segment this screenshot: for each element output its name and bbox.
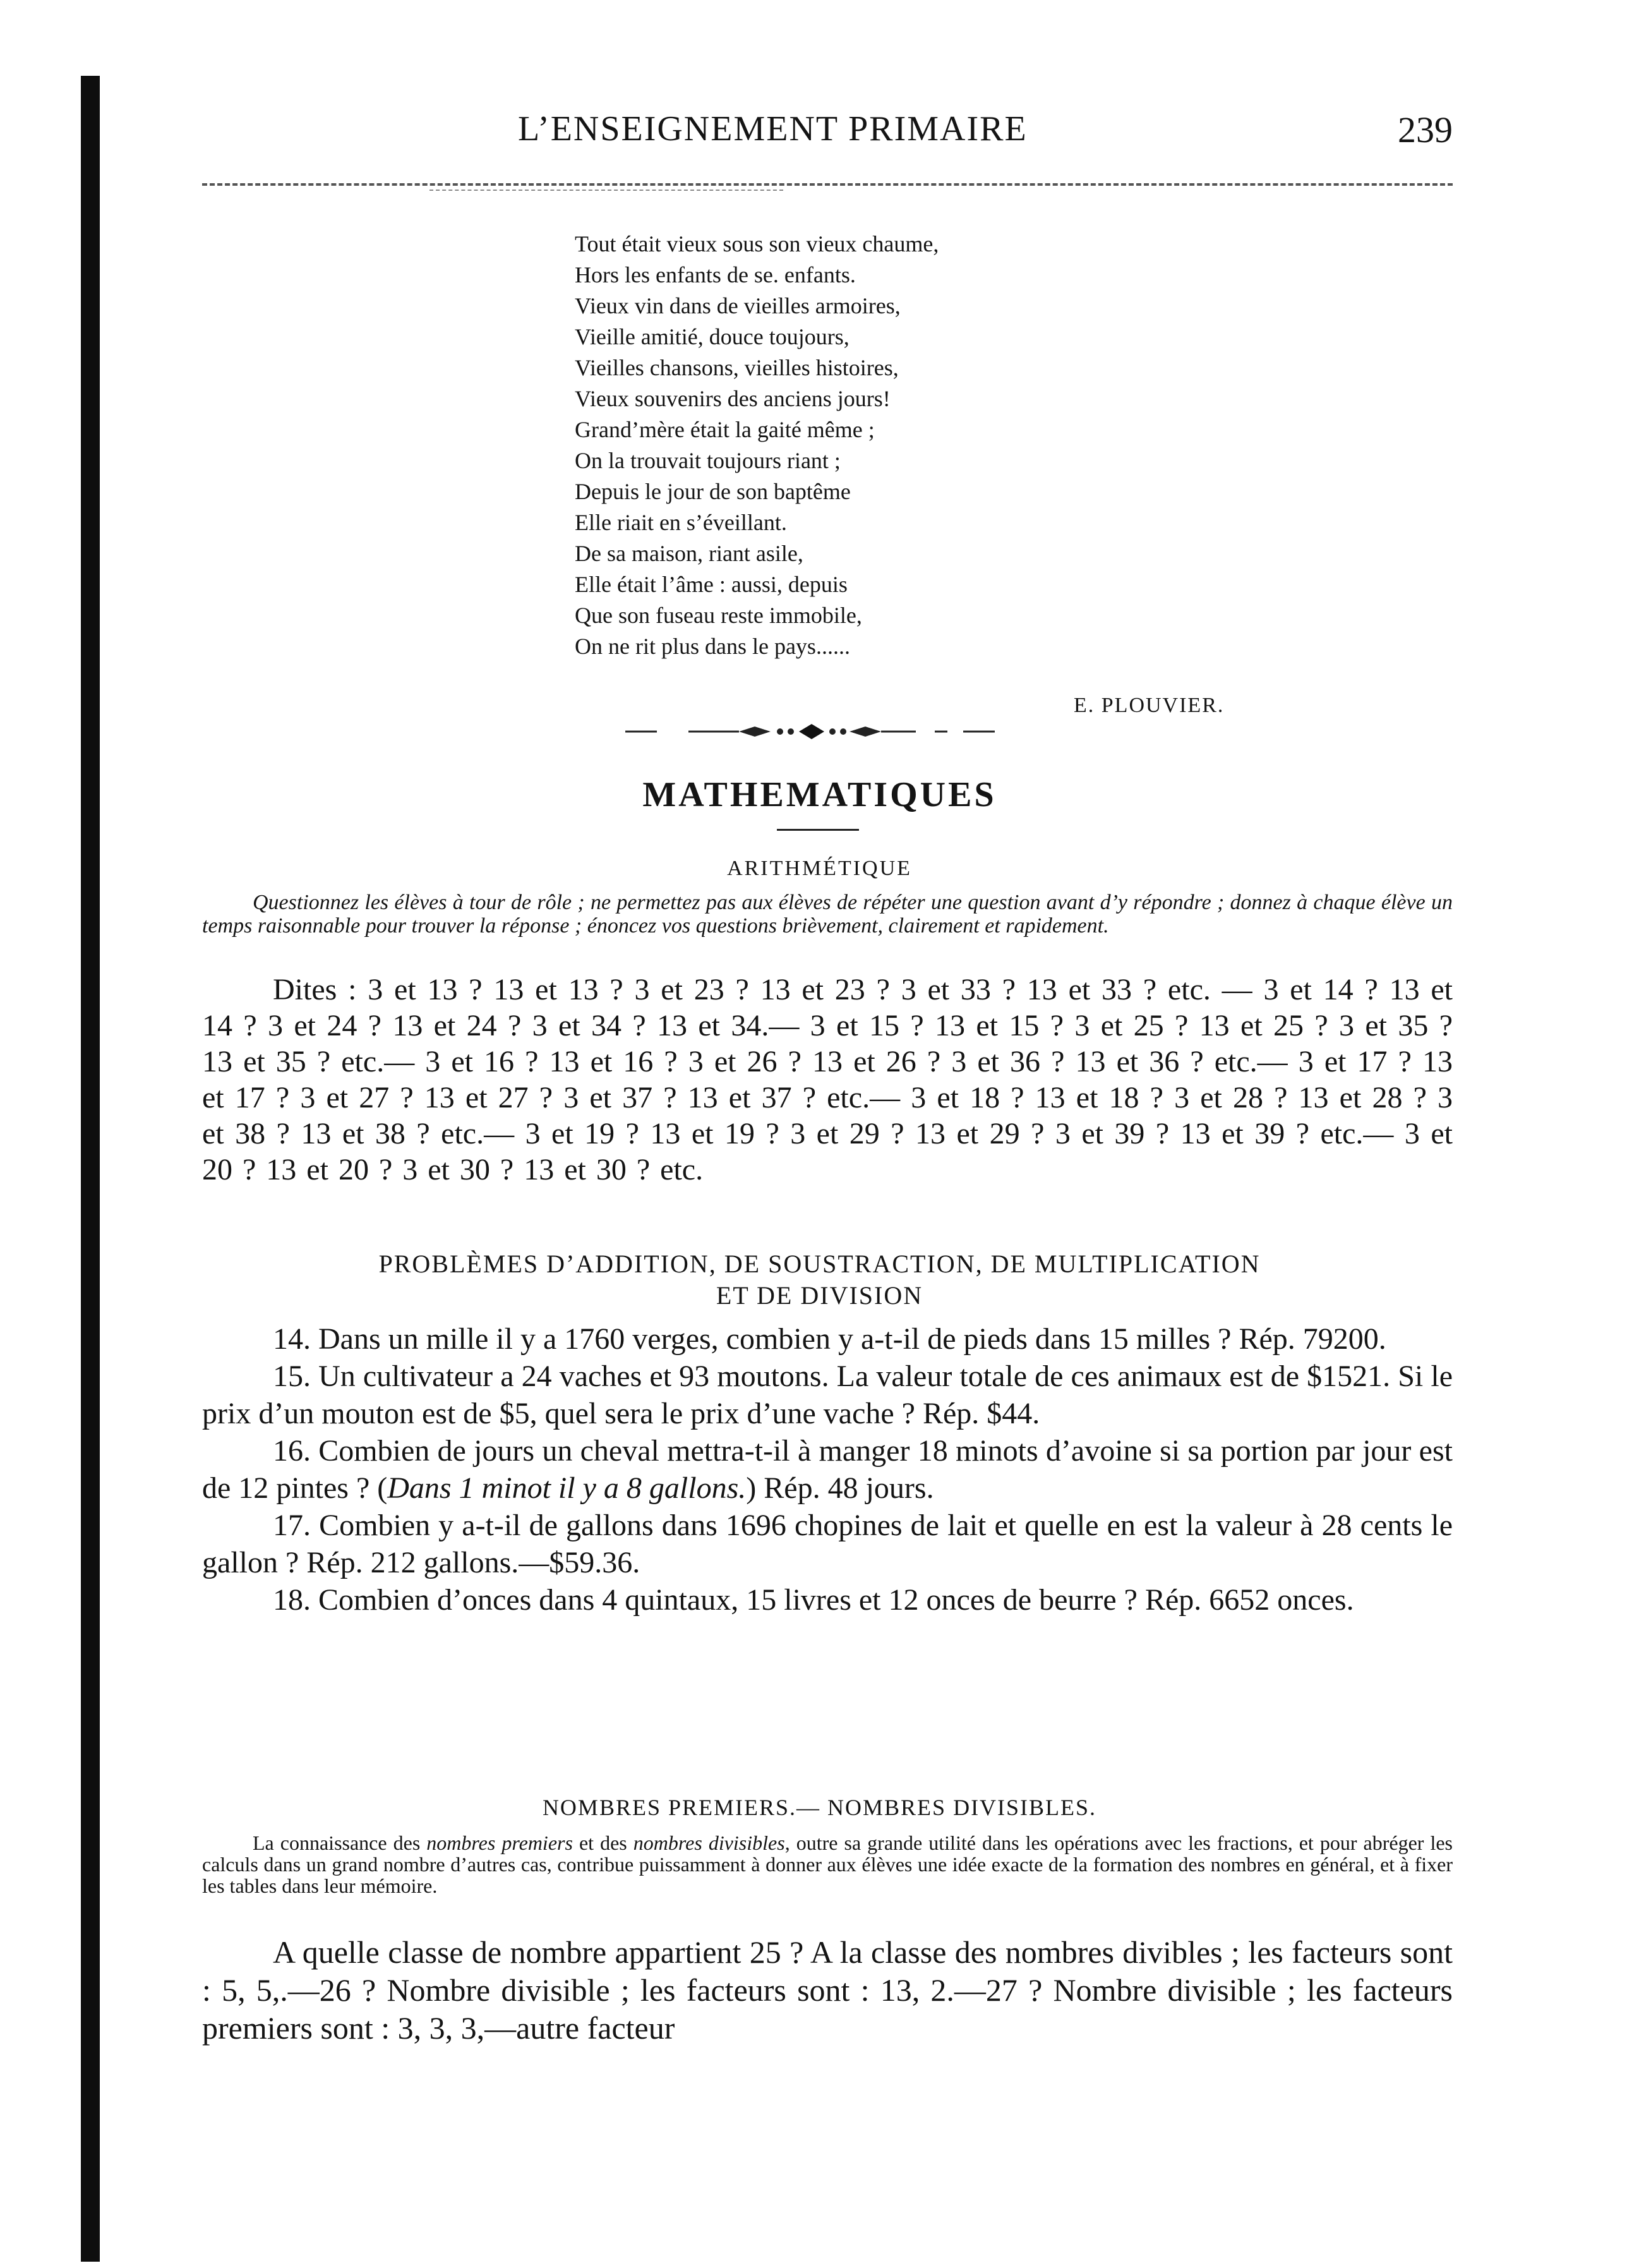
poem-line: Vieux vin dans de vieilles armoires, — [575, 293, 901, 318]
poem-line: Que son fuseau reste immobile, — [575, 603, 862, 628]
running-title: L’ENSEIGNEMENT PRIMAIRE — [518, 109, 1028, 148]
poem-line: Tout était vieux sous son vieux chaume, — [575, 231, 939, 256]
problem-16-answer: ) Rép. 48 jours. — [746, 1471, 934, 1505]
poem-line: Depuis le jour de son baptême — [575, 479, 851, 504]
page-header — [202, 109, 1453, 166]
problem-18: 18. Combien d’onces dans 4 quintaux, 15 livres et 12 onces de beurre ? Rép. 6652 onces. — [273, 1583, 1354, 1617]
binding-edge — [81, 76, 100, 2262]
poem-signature: E. PLOUVIER. — [1074, 694, 1225, 717]
problem-17: 17. Combien y a-t-il de gallons dans 1696 chopines de lait et quelle en est la valeur à 28 cents le gallon ? Rép. 212 gallons.—$59.36. — [202, 1509, 1453, 1579]
problem-16 — [202, 1432, 1453, 1507]
poem-line: De sa maison, riant asile, — [575, 541, 803, 566]
header-rule-secondary — [429, 190, 783, 191]
ornament-divider — [619, 719, 998, 744]
primes-note-text: , outre sa grande utilité dans les opérations avec les fractions, et pour abréger les calculs dans un grand nombre d’autres cas, contribue puissamment à donner aux élèves une idée exacte de la formation des nombres en général, et à fixer les tables dans leur mémoire. — [202, 1831, 1453, 1897]
problem-14: 14. Dans un mille il y a 1760 verges, combien y a-t-il de pieds dans 15 milles ? Rép. 79200. — [273, 1322, 1386, 1356]
primes-paragraph: A quelle classe de nombre appartient 25 ? A la classe des nombres divibles ; les facteurs sont : 5, 5,.—26 ? Nombre divisible ; les facteurs sont : 13, 2.—27 ? Nombre divisible ; les facteurs premiers sont : 3, 3, 3,—autre facteur — [202, 1934, 1453, 2046]
poem-line: Vieux souvenirs des anciens jours! — [575, 386, 891, 411]
poem — [575, 229, 1270, 662]
poem-line: Grand’mère était la gaité même ; — [575, 417, 875, 442]
poem-line: On la trouvait toujours riant ; — [575, 448, 841, 473]
problem-16-text: 16. Combien de jours un cheval mettra-t-il à manger 18 minots d’avoine si sa portion par jour est de 12 pintes ? ( — [202, 1434, 1453, 1505]
section-rule — [777, 829, 859, 831]
instructions-paragraph: Questionnez les élèves à tour de rôle ; ne permettez pas aux élèves de répéter une question avant d’y répondre ; donnez à chaque élève un temps raisonnable pour trouver la réponse ; énoncez vos questions brièvement, clairement et rapidement. — [202, 891, 1453, 938]
page-number: 239 — [1398, 109, 1453, 150]
primes-note — [202, 1832, 1453, 1897]
problem-15: 15. Un cultivateur a 24 vaches et 93 moutons. La valeur totale de ces animaux est de $1521. Si le prix d’un mouton est de $5, quel sera le prix d’une vache ? Rép. $44. — [202, 1360, 1453, 1430]
poem-line: Hors les enfants de se. enfants. — [575, 262, 856, 287]
problems-heading-line: ET DE DIVISION — [716, 1281, 923, 1310]
primes-note-emphasis: nombres premiers — [426, 1831, 573, 1854]
primes-note-emphasis: nombres divisibles — [633, 1831, 785, 1854]
arithmetic-drill: Dites : 3 et 13 ? 13 et 13 ? 3 et 23 ? 13 et 23 ? 3 et 33 ? 13 et 33 ? etc. — 3 et 14 ? 13 et 14 ? 3 et 24 ? 13 et 24 ? 3 et 34 ? 13 et 34.— 3 et 15 ? 13 et 15 ? 3 et 25 ? 13 et 25 ? 3 et 35 ? 13 et 35 ? etc.— 3 et 16 ? 13 et 16 ? 3 et 26 ? 13 et 26 ? 3 et 36 ? 13 et 36 ? etc.— 3 et 17 ? 13 et 17 ? 3 et 27 ? 13 et 27 ? 3 et 37 ? 13 et 37 ? etc.— 3 et 18 ? 13 et 18 ? 3 et 28 ? 13 et 28 ? 3 et 38 ? 13 et 38 ? etc.— 3 et 19 ? 13 et 19 ? 3 et 29 ? 13 et 29 ? 3 et 39 ? 13 et 39 ? etc.— 3 et 20 ? 13 et 20 ? 3 et 30 ? 13 et 30 ? etc. — [202, 973, 1453, 1186]
poem-line: Elle riait en s’éveillant. — [575, 510, 787, 535]
primes-note-text: et des — [572, 1831, 633, 1854]
poem-line: Vieille amitié, douce toujours, — [575, 324, 850, 349]
poem-line: Vieilles chansons, vieilles histoires, — [575, 355, 899, 380]
problems-list — [202, 1320, 1453, 1619]
problems-heading-line: PROBLÈMES D’ADDITION, DE SOUSTRACTION, DE MULTIPLICATION — [378, 1250, 1261, 1278]
section-title: MATHEMATIQUES — [642, 775, 997, 814]
primes-heading: NOMBRES PREMIERS.— NOMBRES DIVISIBLES. — [542, 1795, 1097, 1820]
problem-16-hint: Dans 1 minot il y a 8 gallons. — [387, 1471, 747, 1505]
header-rule — [202, 183, 1453, 186]
primes-note-text: La connaissance des — [253, 1831, 427, 1854]
section-subtitle: ARITHMÉTIQUE — [727, 857, 912, 880]
poem-line: On ne rit plus dans le pays...... — [575, 634, 850, 659]
problems-heading — [0, 1248, 1639, 1312]
poem-line: Elle était l’âme : aussi, depuis — [575, 572, 848, 597]
